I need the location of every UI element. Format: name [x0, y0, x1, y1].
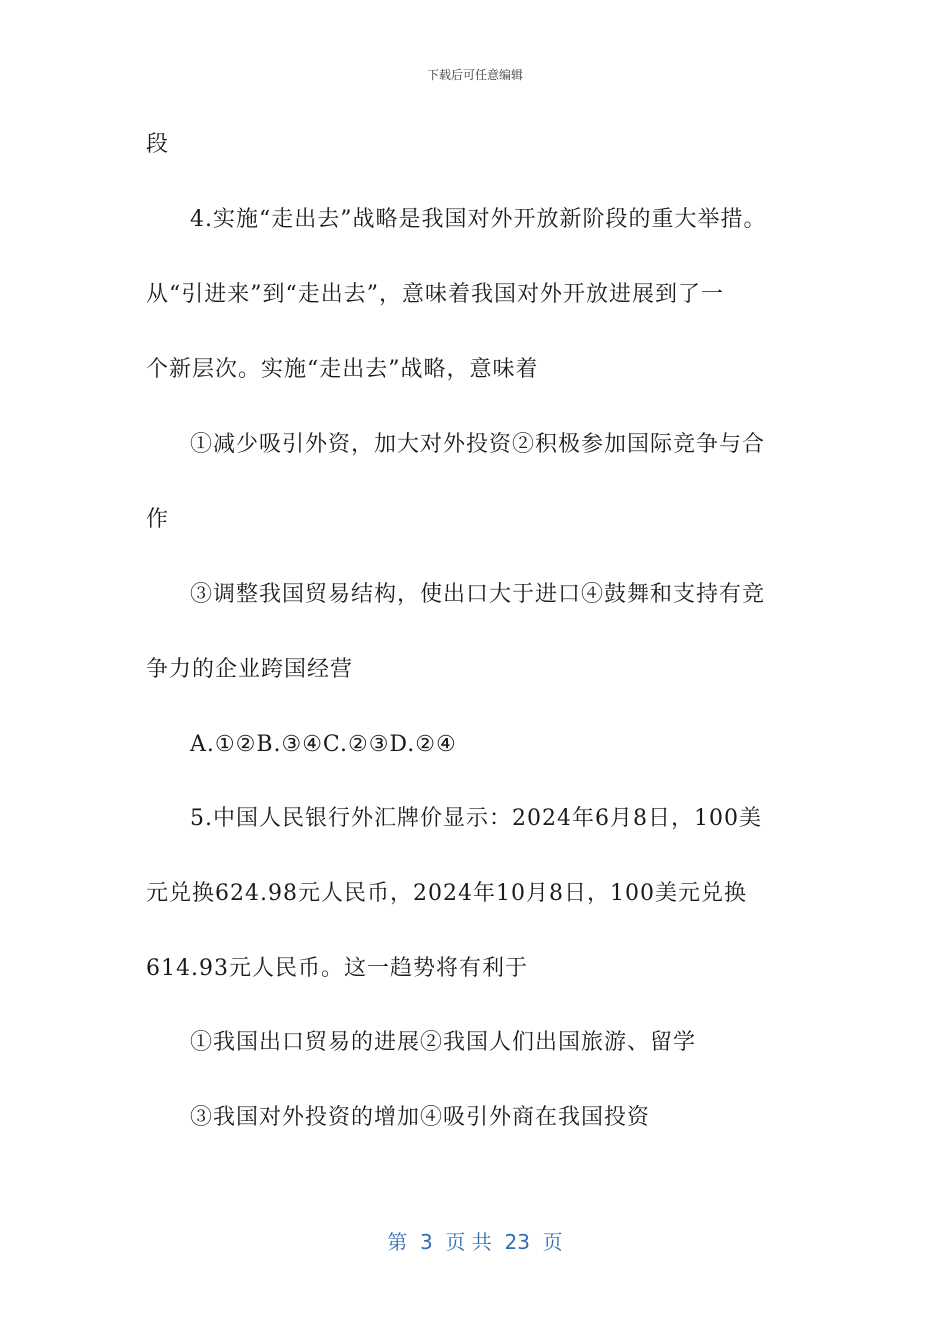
- page-header-note: 下载后可任意编辑: [426, 68, 523, 82]
- question-4-line-3: 个新层次。实施“走出去”战略，意味着: [146, 357, 539, 382]
- question-4-line-2: 从“引进来”到“走出去”，意味着我国对外开放进展到了一: [146, 282, 724, 307]
- question-5-line-1: 5.中国人民银行外汇牌价显示：2024年6月8日，100美: [190, 806, 762, 831]
- question-5-line-3: 614.93元人民币。这一趋势将有利于: [146, 956, 528, 981]
- page-number-footer: 第 3 页 共 23 页: [387, 1230, 563, 1254]
- question-5-line-2: 元兑换624.98元人民币，2024年10月8日，100美元兑换: [146, 881, 747, 906]
- question-4-option-line-1: ①减少吸引外资，加大对外投资②积极参加国际竞争与合: [190, 432, 766, 457]
- question-4-option-line-4: 争力的企业跨国经营: [146, 657, 354, 682]
- text-line-continuation: 段: [146, 132, 170, 157]
- question-5-option-line-1: ①我国出口贸易的进展②我国人们出国旅游、留学: [190, 1030, 697, 1055]
- question-5-option-line-2: ③我国对外投资的增加④吸引外商在我国投资: [190, 1105, 651, 1130]
- question-4-option-line-3: ③调整我国贸易结构，使出口大于进口④鼓舞和支持有竞: [190, 582, 766, 607]
- question-4-line-1: 4.实施“走出去”战略是我国对外开放新阶段的重大举措。: [190, 207, 767, 232]
- question-4-answer-choices: A.①②B.③④C.②③D.②④: [190, 732, 457, 757]
- question-4-option-line-2: 作: [146, 507, 170, 532]
